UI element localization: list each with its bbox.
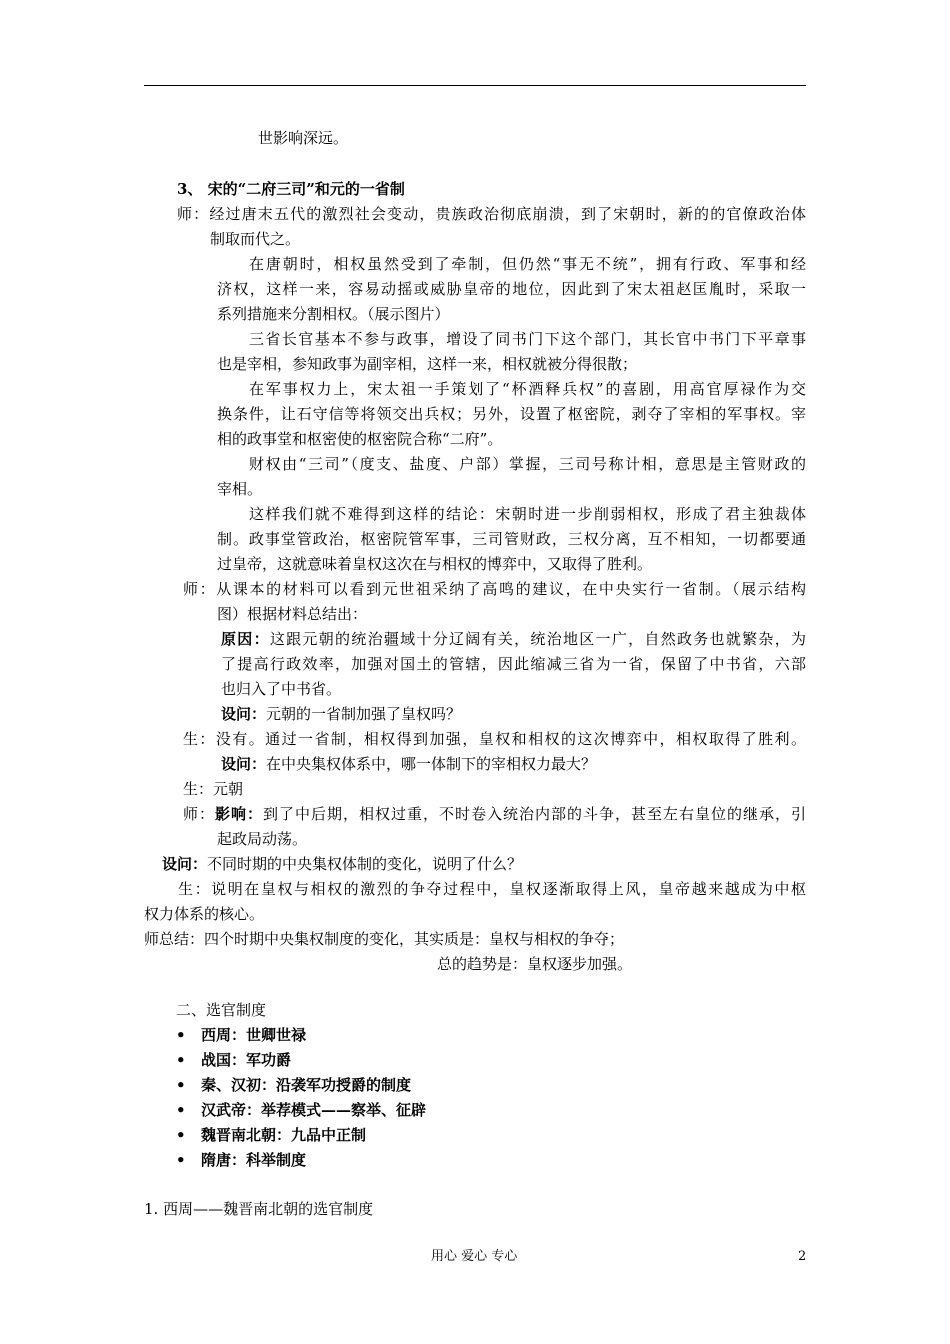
question-line — [221, 704, 461, 724]
paragraph-line: 制。政事堂管政治，枢密院管军事，三司管财政，三权分离，互不相知，一切都要通 — [217, 530, 806, 548]
paragraph-line: 换条件，让石守信等将领交出兵权；另外，设置了枢密院，剥夺了宰相的军事权。宰 — [217, 405, 806, 423]
footer-motto: 用心 爱心 专心 — [431, 1249, 518, 1264]
bullet-text: 战国：军功爵 — [201, 1051, 292, 1069]
paragraph-line: 在军事权力上，宋太祖一手策划了“杯酒释兵权”的喜剧，用高官厚禄作为交 — [249, 380, 806, 398]
summary-line: 总的趋势是：皇权逐步加强。 — [437, 955, 633, 973]
header-rule — [144, 85, 806, 86]
cause-line: 也归入了中书省。 — [221, 680, 342, 698]
paragraph-line: 系列措施来分割相权。（展示图片） — [217, 305, 450, 323]
section-title: 3、 宋的“二府三司”和元的一省制 — [177, 180, 405, 198]
bullet-text: 隋唐：科举制度 — [201, 1151, 307, 1169]
teacher-line: 制取而代之。 — [210, 230, 301, 248]
impact-line: 起政局动荡。 — [217, 830, 308, 848]
impact-text: 到了中后期，相权过重，不时卷入统治内部的斗争，甚至左右皇位的继承，引 — [263, 805, 806, 823]
bullet-dot-icon: • — [176, 1101, 186, 1119]
bullet-dot-icon: • — [176, 1126, 186, 1144]
question-label: 设问： — [162, 855, 208, 873]
question-label: 设问： — [221, 705, 267, 723]
bullet-dot-icon: • — [176, 1026, 186, 1044]
question-text: 元朝的一省制加强了皇权吗？ — [266, 705, 462, 723]
student-line: 生：元朝 — [183, 780, 244, 798]
cause-text: 这跟元朝的统治疆域十分辽阔有关，统治地区一广，自然政务也就繁杂，为 — [269, 630, 806, 648]
teacher-line: 师：经过唐末五代的激烈社会变动，贵族政治彻底崩溃，到了宋朝时，新的的官僚政治体 — [177, 205, 806, 223]
paragraph-line: 三省长官基本不参与政事，增设了同书门下这个部门，其长官中书门下平章事 — [249, 330, 806, 348]
paragraph-line: 宰相。 — [217, 480, 263, 498]
paragraph-line: 这样我们就不难得到这样的结论：宋朝时进一步削弱相权，形成了君主独裁体 — [249, 505, 806, 523]
page-number: 2 — [798, 1249, 807, 1264]
paragraph-line: 过皇帝，这就意味着皇权这次在与相权的博弈中，又取得了胜利。 — [217, 555, 653, 573]
bullet-text: 西周：世卿世禄 — [201, 1026, 307, 1044]
bullet-item — [176, 1050, 292, 1070]
section-title: 二、选官制度 — [176, 1001, 267, 1019]
bullet-item — [176, 1075, 412, 1095]
student-line: 生：说明在皇权与相权的激烈的争夺过程中，皇权逐渐取得上风，皇帝越来越成为中枢 — [178, 880, 806, 898]
bullet-item — [176, 1150, 307, 1170]
bullet-dot-icon: • — [176, 1051, 186, 1069]
bullet-text: 汉武帝：举荐模式——察举、征辟 — [201, 1101, 427, 1119]
paragraph-line: 财权由“三司”（度支、盐度、户部）掌握，三司号称计相，意思是主管财政的 — [249, 455, 806, 473]
paragraph-line: 相的政事堂和枢密使的枢密院合称“二府”。 — [217, 430, 503, 448]
paragraph-line: 在唐朝时，相权虽然受到了牵制，但仍然“事无不统”，拥有行政、军事和经 — [249, 255, 806, 273]
paragraph-line: 世影响深远。 — [258, 129, 349, 147]
impact-line — [183, 804, 806, 824]
teacher-prefix: 师： — [183, 805, 215, 823]
student-line: 生：没有。通过一省制，相权得到加强，皇权和相权的这次博弈中，相权取得了胜利。 — [183, 730, 806, 748]
bullet-item — [176, 1025, 307, 1045]
teacher-line: 师：从课本的材料可以看到元世祖采纳了高鸣的建议，在中央实行一省制。（展示结构 — [183, 580, 806, 598]
bullet-text: 秦、汉初：沿袭军功授爵的制度 — [201, 1076, 412, 1094]
question-line — [162, 854, 522, 874]
bullet-item — [176, 1125, 367, 1145]
question-label: 设问： — [221, 755, 267, 773]
cause-line — [221, 629, 806, 649]
cause-label: 原因： — [221, 630, 270, 648]
student-line: 权力体系的核心。 — [144, 905, 265, 923]
question-line — [221, 754, 596, 774]
summary-line: 师总结：四个时期中央集权制度的变化，其实质是：皇权与相权的争夺； — [144, 930, 625, 948]
impact-label: 影响： — [215, 805, 263, 823]
question-text: 在中央集权体系中，哪一体制下的宰相权力最大？ — [266, 755, 597, 773]
paragraph-line: 也是宰相，参知政事为副宰相，这样一来，相权就被分得很散； — [217, 355, 638, 373]
bullet-item — [176, 1100, 427, 1120]
bullet-dot-icon: • — [176, 1076, 186, 1094]
teacher-line: 图）根据材料总结出： — [217, 605, 368, 623]
paragraph-line: 济权，这样一来，容易动摇或威胁皇帝的地位，因此到了宋太祖赵匡胤时，采取一 — [217, 280, 806, 298]
subsection-title: 1. 西周——魏晋南北朝的选官制度 — [144, 1200, 374, 1218]
cause-line: 了提高行政效率，加强对国土的管辖，因此缩减三省为一省，保留了中书省，六部 — [221, 655, 806, 673]
question-text: 不同时期的中央集权体制的变化，说明了什么？ — [207, 855, 523, 873]
bullet-text: 魏晋南北朝：九品中正制 — [201, 1126, 367, 1144]
bullet-dot-icon: • — [176, 1151, 186, 1169]
